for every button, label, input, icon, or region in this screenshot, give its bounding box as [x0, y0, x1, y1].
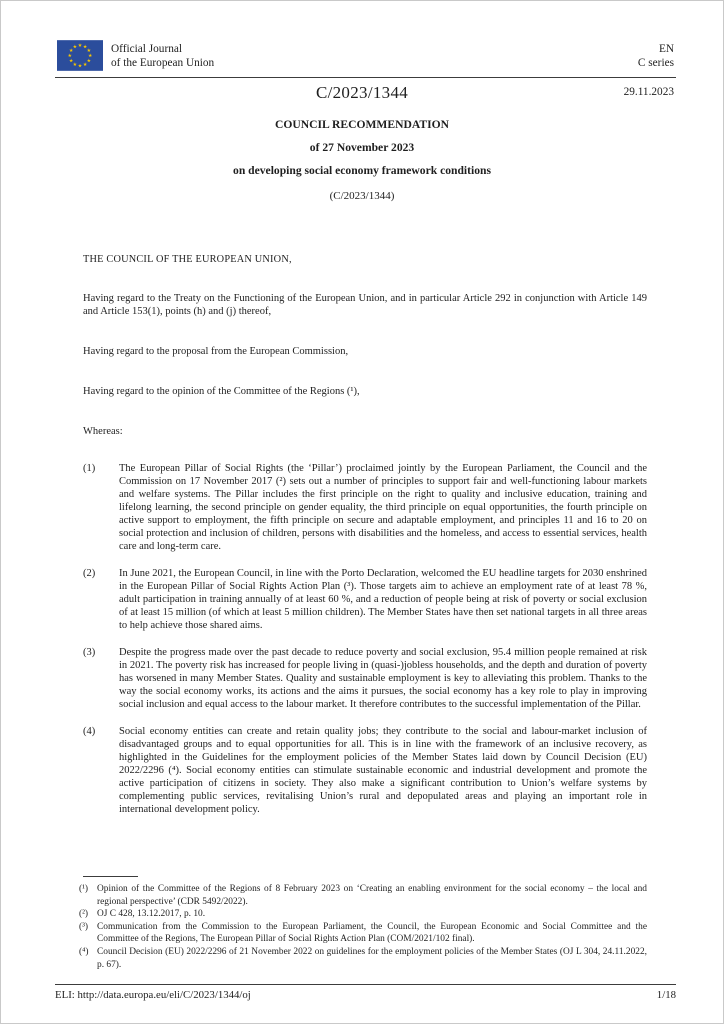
footnote-number: (⁴) [79, 946, 89, 957]
recital-2 [83, 567, 647, 632]
footnote-text: OJ C 428, 13.12.2017, p. 10. [97, 909, 206, 920]
footnote-number: (³) [79, 921, 89, 932]
footnote-2 [79, 908, 647, 921]
document-body [83, 253, 647, 830]
document-title-line3: on developing social economy framework conditions [233, 164, 491, 177]
language-code: EN [658, 43, 674, 55]
recital-1 [83, 462, 647, 553]
footnote-number: (²) [79, 909, 89, 920]
recital-text: The European Pillar of Social Rights (the ‘Pillar’) proclaimed jointly by the European Parliament, the Council and the Commission on 17 November 2017 (²) sets out a number of principles to support fair and well-functioning labour markets and welfare systems. The Pillar includes the first principle on the right to quality and inclusive education, training and lifelong learning, the second principle on gender equality, the third principle on equal opportunities, the fourth principle on active support to employment, the fifth principle on secure and adaptable employment, and principles 11 and 16 to 20 on social protection and inclusion of children, persons with disabilities and the homeless, and access to essential services, health care and long-term care. [119, 463, 647, 552]
footnote-number: (¹) [79, 884, 89, 894]
journal-title-line2: of the European Union [111, 56, 215, 69]
eli-link: ELI: http://data.europa.eu/eli/C/2023/1344/oj [55, 989, 251, 1001]
recital-text: In June 2021, the European Council, in line with the Porto Declaration, welcomed the EU headline targets for 2030 enshrined in the European Pillar of Social Rights Action Plan (³). Those targets aim to achieve an employment rate of at least 78 %, adult participation in training annually of at least 60 %, and a reduction of people being at risk of poverty or social exclusion of at least 15 million (of which at least 5 million children). The Member States have then set national targets in all three areas to help achieve those shared aims. [119, 568, 647, 631]
preamble-council: THE COUNCIL OF THE EUROPEAN UNION, [83, 254, 292, 265]
recital-number: (3) [83, 647, 96, 658]
journal-title-line1: Official Journal [111, 43, 183, 55]
recital-text: Despite the progress made over the past decade to reduce poverty and social exclusion, 95.4 million people remained at risk in 2021. The poverty risk has increased for people living in (quasi-)jobless households, and the depth and duration of poverty has worsened in many Member States. Quality and sustainable employment is key to alleviating this problem. Thanks to the way the social economy works, its actions and the aims it pursues, the social economy has a key role to play in improving social inclusion and equal access to the labour market. It therefore contributes to the successful implementation of the Pillar. [119, 647, 647, 710]
header-language-series [638, 43, 674, 70]
recital-number: (4) [83, 726, 96, 737]
recital-text: Social economy entities can create and retain quality jobs; they contribute to the social and labour-market inclusion of disadvantaged groups and to equal opportunities for all. This is in line with the framework of an inclusive recovery, as highlighted in the Guidelines for the employment policies of the Member States laid down by Council Decision (EU) 2022/2296 (⁴). Social economy entities can stimulate sustainable economic and industrial development and promote the active participation of citizens in society. They also make a significant contribution to Union’s welfare systems by complementing public services, revitalising Union’s rural and depopulated areas and playing an important role in international development policy. [119, 726, 647, 815]
recital-3 [83, 646, 647, 711]
whereas-label: Whereas: [83, 426, 123, 437]
preamble-treaty: Having regard to the Treaty on the Functioning of the European Union, and in particular Article 292 in conjunction with Article 149 and Article 153(1), points (h) and (j) thereof, [83, 293, 647, 317]
footnote-text: Council Decision (EU) 2022/2296 of 21 November 2022 on guidelines for the employment policies of the Member States (OJ L 304, 24.11.2022, p. 67). [97, 946, 647, 970]
footnote-divider [83, 876, 138, 877]
footnotes-section [79, 883, 647, 971]
recital-number: (1) [83, 463, 96, 474]
journal-title [111, 43, 214, 70]
footnote-3 [79, 921, 647, 946]
series-label: C series [637, 56, 674, 69]
document-reference: (C/2023/1344) [329, 190, 395, 202]
eu-flag-icon [57, 40, 103, 71]
document-number: C/2023/1344 [315, 83, 409, 102]
document-title-line1: COUNCIL RECOMMENDATION [274, 118, 450, 131]
footnote-text: Opinion of the Committee of the Regions of 8 February 2023 on ‘Creating an enabling environment for the social economy – the local and regional perspective’ (CDR 5492/2022). [97, 884, 647, 907]
footer [55, 989, 676, 1001]
title-block [1, 118, 723, 202]
preamble-opinion: Having regard to the opinion of the Committee of the Regions (¹), [83, 386, 360, 397]
recital-number: (2) [83, 568, 96, 579]
footnote-text: Communication from the Commission to the European Parliament, the Council, the European Economic and Social Committee and the Committee of the Regions, The European Pillar of Social Rights Action Plan (COM/2021/102 final). [97, 921, 647, 945]
recital-4 [83, 725, 647, 816]
footnote-4 [79, 946, 647, 971]
document-date: 29.11.2023 [623, 86, 674, 98]
document-title-line2: of 27 November 2023 [309, 141, 415, 154]
header-divider [55, 77, 676, 78]
footnote-1 [79, 883, 647, 908]
preamble-proposal: Having regard to the proposal from the European Commission, [83, 346, 349, 357]
page-number: 1/18 [656, 989, 676, 1001]
footer-divider [55, 984, 676, 985]
